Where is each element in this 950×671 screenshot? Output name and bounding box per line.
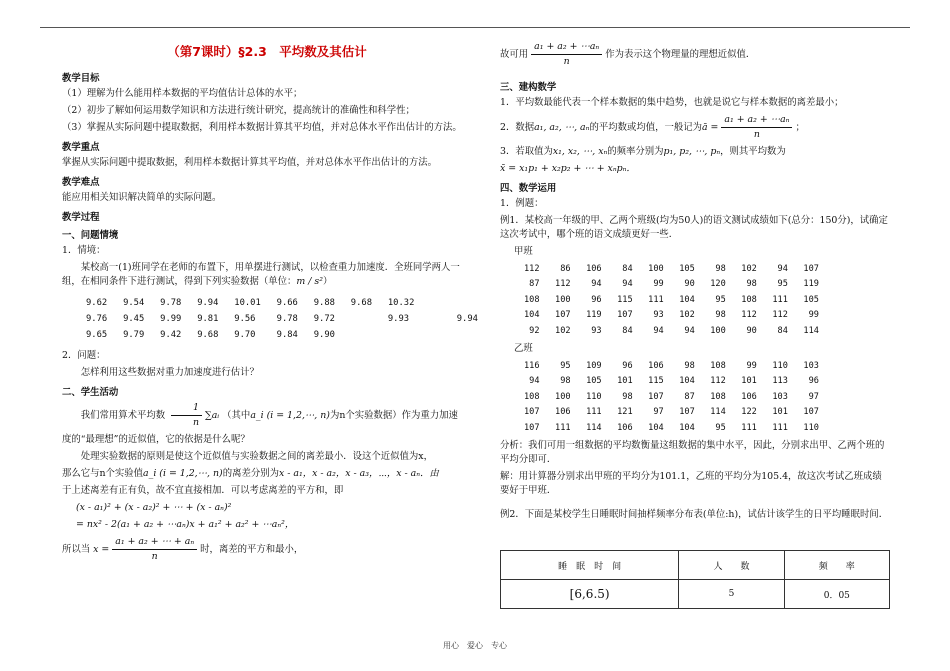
experiment-data [86,295,478,343]
class-b-label: 乙班 [514,343,533,355]
question-text: 怎样利用这些数据对重力加速度进行估计？ [80,367,259,378]
score-row: 94 98 105 101 115 104 112 101 113 96 [524,376,819,387]
mean-fraction: $\frac{\text{a₁ + a₂ + ⋯ + aₙ}}{n}$ [112,535,197,564]
score-row: 108 100 96 115 111 104 95 108 111 105 [524,294,819,305]
class-a-label: 甲班 [514,246,533,257]
left-column [62,34,478,567]
example-label: 1．例题： [500,198,544,209]
basis-text: 度的“最理想”的近似值，它的依据是什么呢？ [62,434,250,445]
goal-3: （3）掌握从实际问题中提取数据，利用样本数据计算其平均值，并对总体水平作出估计的方法。 [62,122,462,133]
class-b-scores [524,359,890,436]
difficulty-text: 能应用相关知识解决简单的实际问题。 [62,192,222,203]
table-header-cell: 频 率 [784,551,889,580]
table-row [501,580,890,609]
header-rule [40,27,910,28]
data-row: 9.62 9.54 9.78 9.94 10.01 9.66 9.88 9.68 10.32 [86,298,415,308]
section2-heading: 二、学生活动 [62,387,119,398]
page-footer: 用心 爱心 专心 [443,641,507,650]
table-cell: [6,6.5) [501,580,679,609]
score-row: 116 95 109 96 106 98 108 99 110 103 [524,361,819,372]
score-row: 108 100 110 98 107 87 108 106 103 97 [524,391,819,402]
analysis-text: 分析：我们可用一组数据的平均数衡量这组数据的集中水平，因此，分别求出甲、乙两个班的平均分即可． [500,440,885,466]
equation-2: = nx² - 2(a₁ + a₂ + ⋯aₙ)x + a₁² + a₂² + ⋯aₙ²， [76,519,295,530]
data-row: 9.65 9.79 9.42 9.68 9.70 9.84 9.90 [86,330,335,340]
section4-heading: 四、数学运用 [500,183,557,194]
ideal-value-line: 故可用 $\frac{\text{a₁ + a₂ + ⋯aₙ}}{n}$ 作为表示这个物理量的理想近似值． [500,41,756,67]
mean-formula: $\frac{1}{n}$ [171,401,202,430]
goal-heading: 教学目标 [62,73,100,84]
difficulty-heading: 教学难点 [62,177,100,188]
question-label: 2．问题： [62,350,106,361]
ideal-fraction: $\frac{\text{a₁ + a₂ + ⋯aₙ}}{n}$ [531,40,602,69]
square-sum-text: 于上述离差有正有负，故不宜直接相加．可以考虑离差的平方和，即 [62,485,344,496]
example-2: 例2．下面是某校学生日睡眠时间抽样频率分布表(单位:h)，试估计该学生的日平均睡眠时间． [500,509,889,521]
principle-text: 处理实验数据的原则是使这个近似值与实验数据之间的离差最小．设这个近似值为x， [80,451,433,462]
table-header-cell: 人 数 [679,551,784,580]
section3-heading: 三、建构数学 [500,82,557,93]
key-heading: 教学重点 [62,142,100,153]
page-title: （第7课时）§2.3 平均数及其估计 [167,44,367,59]
construct-3: 3．若取值为x₁, x₂, ⋯, xₙ的频率分别为p₁, p₂, ⋯, pₙ，则其平均数为 [500,146,786,157]
right-column [500,34,890,609]
process-heading: 教学过程 [62,212,100,223]
score-row: 107 111 114 106 104 104 95 111 111 110 [524,422,819,433]
equation-1: (x - a₁)² + (x - a₂)² + ⋯ + (x - aₙ)² [76,502,232,513]
goal-2: （2）初步了解如何运用数学知识和方法进行统计研究，提高统计的准确性和科学性； [62,105,415,116]
score-row: 104 107 119 107 93 102 98 112 112 99 [524,310,819,321]
conclusion-line: 所以当 x = $\frac{\text{a₁ + a₂ + ⋯ + aₙ}}{n}$ 时，离差的平方和最小， [62,536,304,562]
sleep-frequency-table [500,550,890,609]
construct-1: 1．平均数最能代表一个样本数据的集中趋势，也就是说它与样本数据的离差最小； [500,97,844,108]
class-a-scores [524,262,890,339]
deviation-text: 那么它与n个实验值a_i (i = 1,2,⋯, n)的离差分别为x - a₁，x - a₂，x - a₃，⋯，x - aₙ．由 [62,468,439,479]
mean-formula-line: 我们常用算术平均数 $\frac{1}{n}$ ∑aᵢ （其中a_i (i = 1,2,⋯, n)为n个实验数据）作为重力加速 [80,402,458,428]
situation-label: 1．情境： [62,245,106,256]
section1-heading: 一、问题情境 [62,230,119,241]
solution-text: 解：用计算器分别求出甲班的平均分为101.1，乙班的平均分为105.4，故这次考试乙班成绩要好于甲班． [500,471,882,497]
weighted-mean: x̄ = x₁p₁ + x₂p₂ + ⋯ + xₙpₙ． [500,163,636,174]
score-row: 107 106 111 121 97 107 114 122 101 107 [524,407,819,418]
example-1: 例1．某校高一年级的甲、乙两个班级(均为50人)的语文测试成绩如下(总分：150分)，试确定这次考试中，哪个班的语文成绩更好一些． [500,215,888,240]
score-row: 92 102 93 84 94 94 100 90 84 114 [524,325,819,336]
construct-2: 2．数据a₁, a₂, ⋯, aₙ的平均数或均值，一般记为ā = $\frac{\text{a₁ + a₂ + ⋯aₙ}}{n}$ ； [500,114,805,140]
table-header-row [501,551,890,580]
table-header-cell: 睡 眠 时 间 [501,551,679,580]
table-cell: 5 [679,580,784,609]
score-row: 112 86 106 84 100 105 98 102 94 107 [524,264,819,274]
key-text: 掌握从实际问题中提取数据，利用样本数据计算其平均值，并对总体水平作出估计的方法。 [62,157,438,168]
score-row: 87 112 94 94 99 90 120 98 95 119 [524,279,819,290]
situation-text: 某校高一(1)班同学在老师的布置下，用单摆进行测试，以检查重力加速度．全班同学两人一组，在相同条件下进行测试，得到下列实验数据（单位：m / s²） [62,262,460,287]
average-fraction: $\frac{\text{a₁ + a₂ + ⋯aₙ}}{n}$ [721,113,792,142]
data-row: 9.76 9.45 9.99 9.81 9.56 9.78 9.72 9.93 9.94 [86,314,478,324]
table-cell: 0．05 [784,580,889,609]
goal-1: （1）理解为什么能用样本数据的平均值估计总体的水平； [62,88,303,99]
